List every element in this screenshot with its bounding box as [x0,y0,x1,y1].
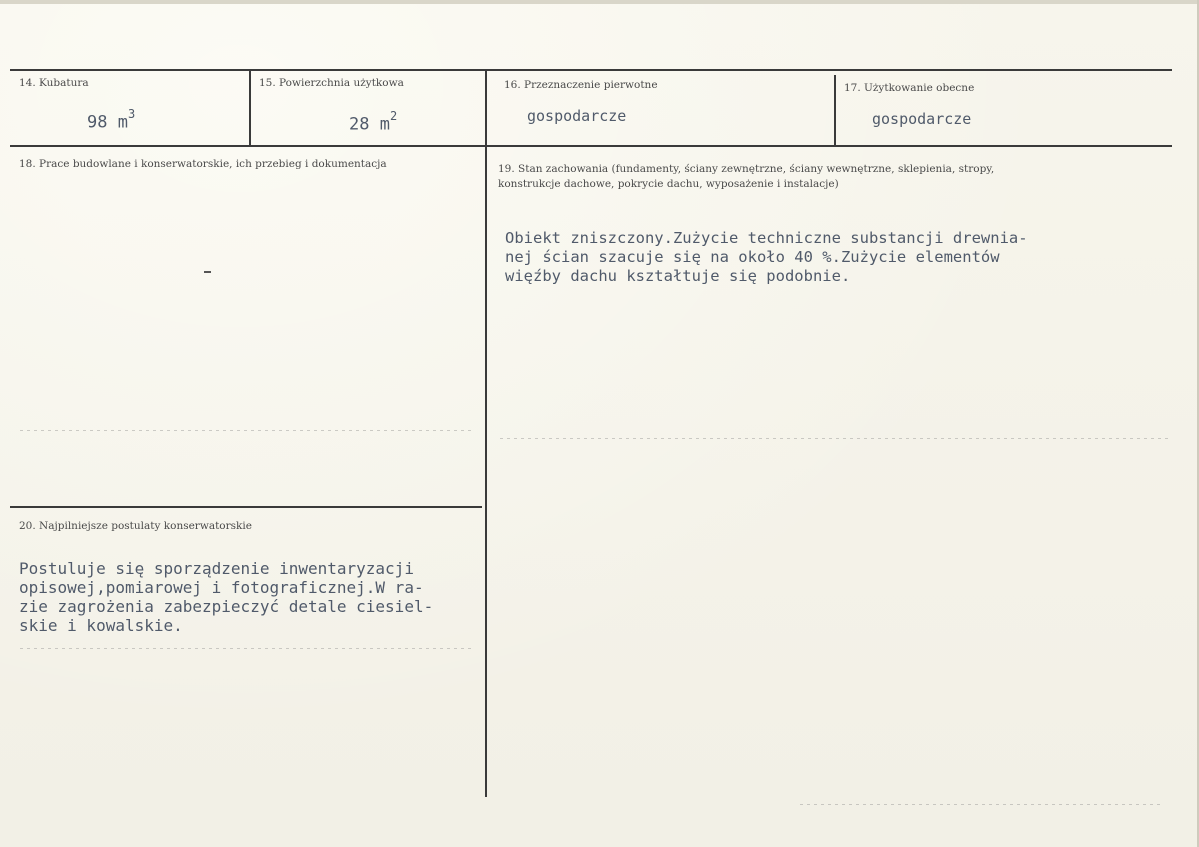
field-15-label: 15. Powierzchnia użytkowa [259,77,404,89]
field-19-label-line-1: 19. Stan zachowania (fundamenty, ściany zewnętrzne, ściany wewnętrzne, sklepienia, stropy, [498,163,995,175]
field-14-value [87,107,136,133]
field-18-value-dash [204,271,211,273]
row1-bottom-rule [10,145,1172,147]
row2-left-bottom-rule [10,506,482,508]
field-19-text-line-1: Obiekt zniszczony.Zużycie techniczne substancji drewnia- [505,229,1028,247]
page-top-edge [0,0,1199,4]
field-15-value-text: 28 m [349,114,390,135]
field-14-label: 14. Kubatura [19,77,89,89]
col-divider-3 [834,75,836,145]
field-20-text-line-3: zie zagrożenia zabezpieczyć detale ciesiel- [19,597,434,616]
field-17-value: gospodarcze [872,110,972,128]
faint-guide-line [20,648,475,649]
col-divider-2 [485,69,487,797]
field-19-text-line-3: więźby dachu kształtuje się podobnie. [505,267,851,285]
faint-guide-line [800,804,1160,805]
faint-guide-line [500,438,1170,439]
field-15-unit-exponent: 2 [389,109,398,123]
field-20-text-line-1: Postuluje się sporządzenie inwentaryzacji [19,559,414,578]
field-16-label: 16. Przeznaczenie pierwotne [504,79,658,91]
field-17-label: 17. Użytkowanie obecne [844,82,975,94]
field-18-label: 18. Prace budowlane i konserwatorskie, ich przebieg i dokumentacja [19,158,387,170]
top-rule [10,69,1172,71]
col-divider-1 [249,69,251,145]
field-19-label-line-2: konstrukcje dachowe, pokrycie dachu, wyposażenie i instalacje) [498,178,839,190]
field-19-text-line-2: nej ścian szacuje się na około 40 %.Zużycie elementów [505,248,1000,266]
field-20-label: 20. Najpilniejsze postulaty konserwatorskie [19,520,252,532]
field-15-value [349,109,398,135]
field-14-value-text: 98 m [87,112,128,133]
field-20-text-line-4: skie i kowalskie. [19,616,183,635]
field-14-unit-exponent: 3 [127,107,136,121]
faint-guide-line [20,430,475,431]
field-16-value: gospodarcze [527,107,627,125]
field-20-text-line-2: opisowej,pomiarowej i fotograficznej.W ra- [19,578,424,597]
